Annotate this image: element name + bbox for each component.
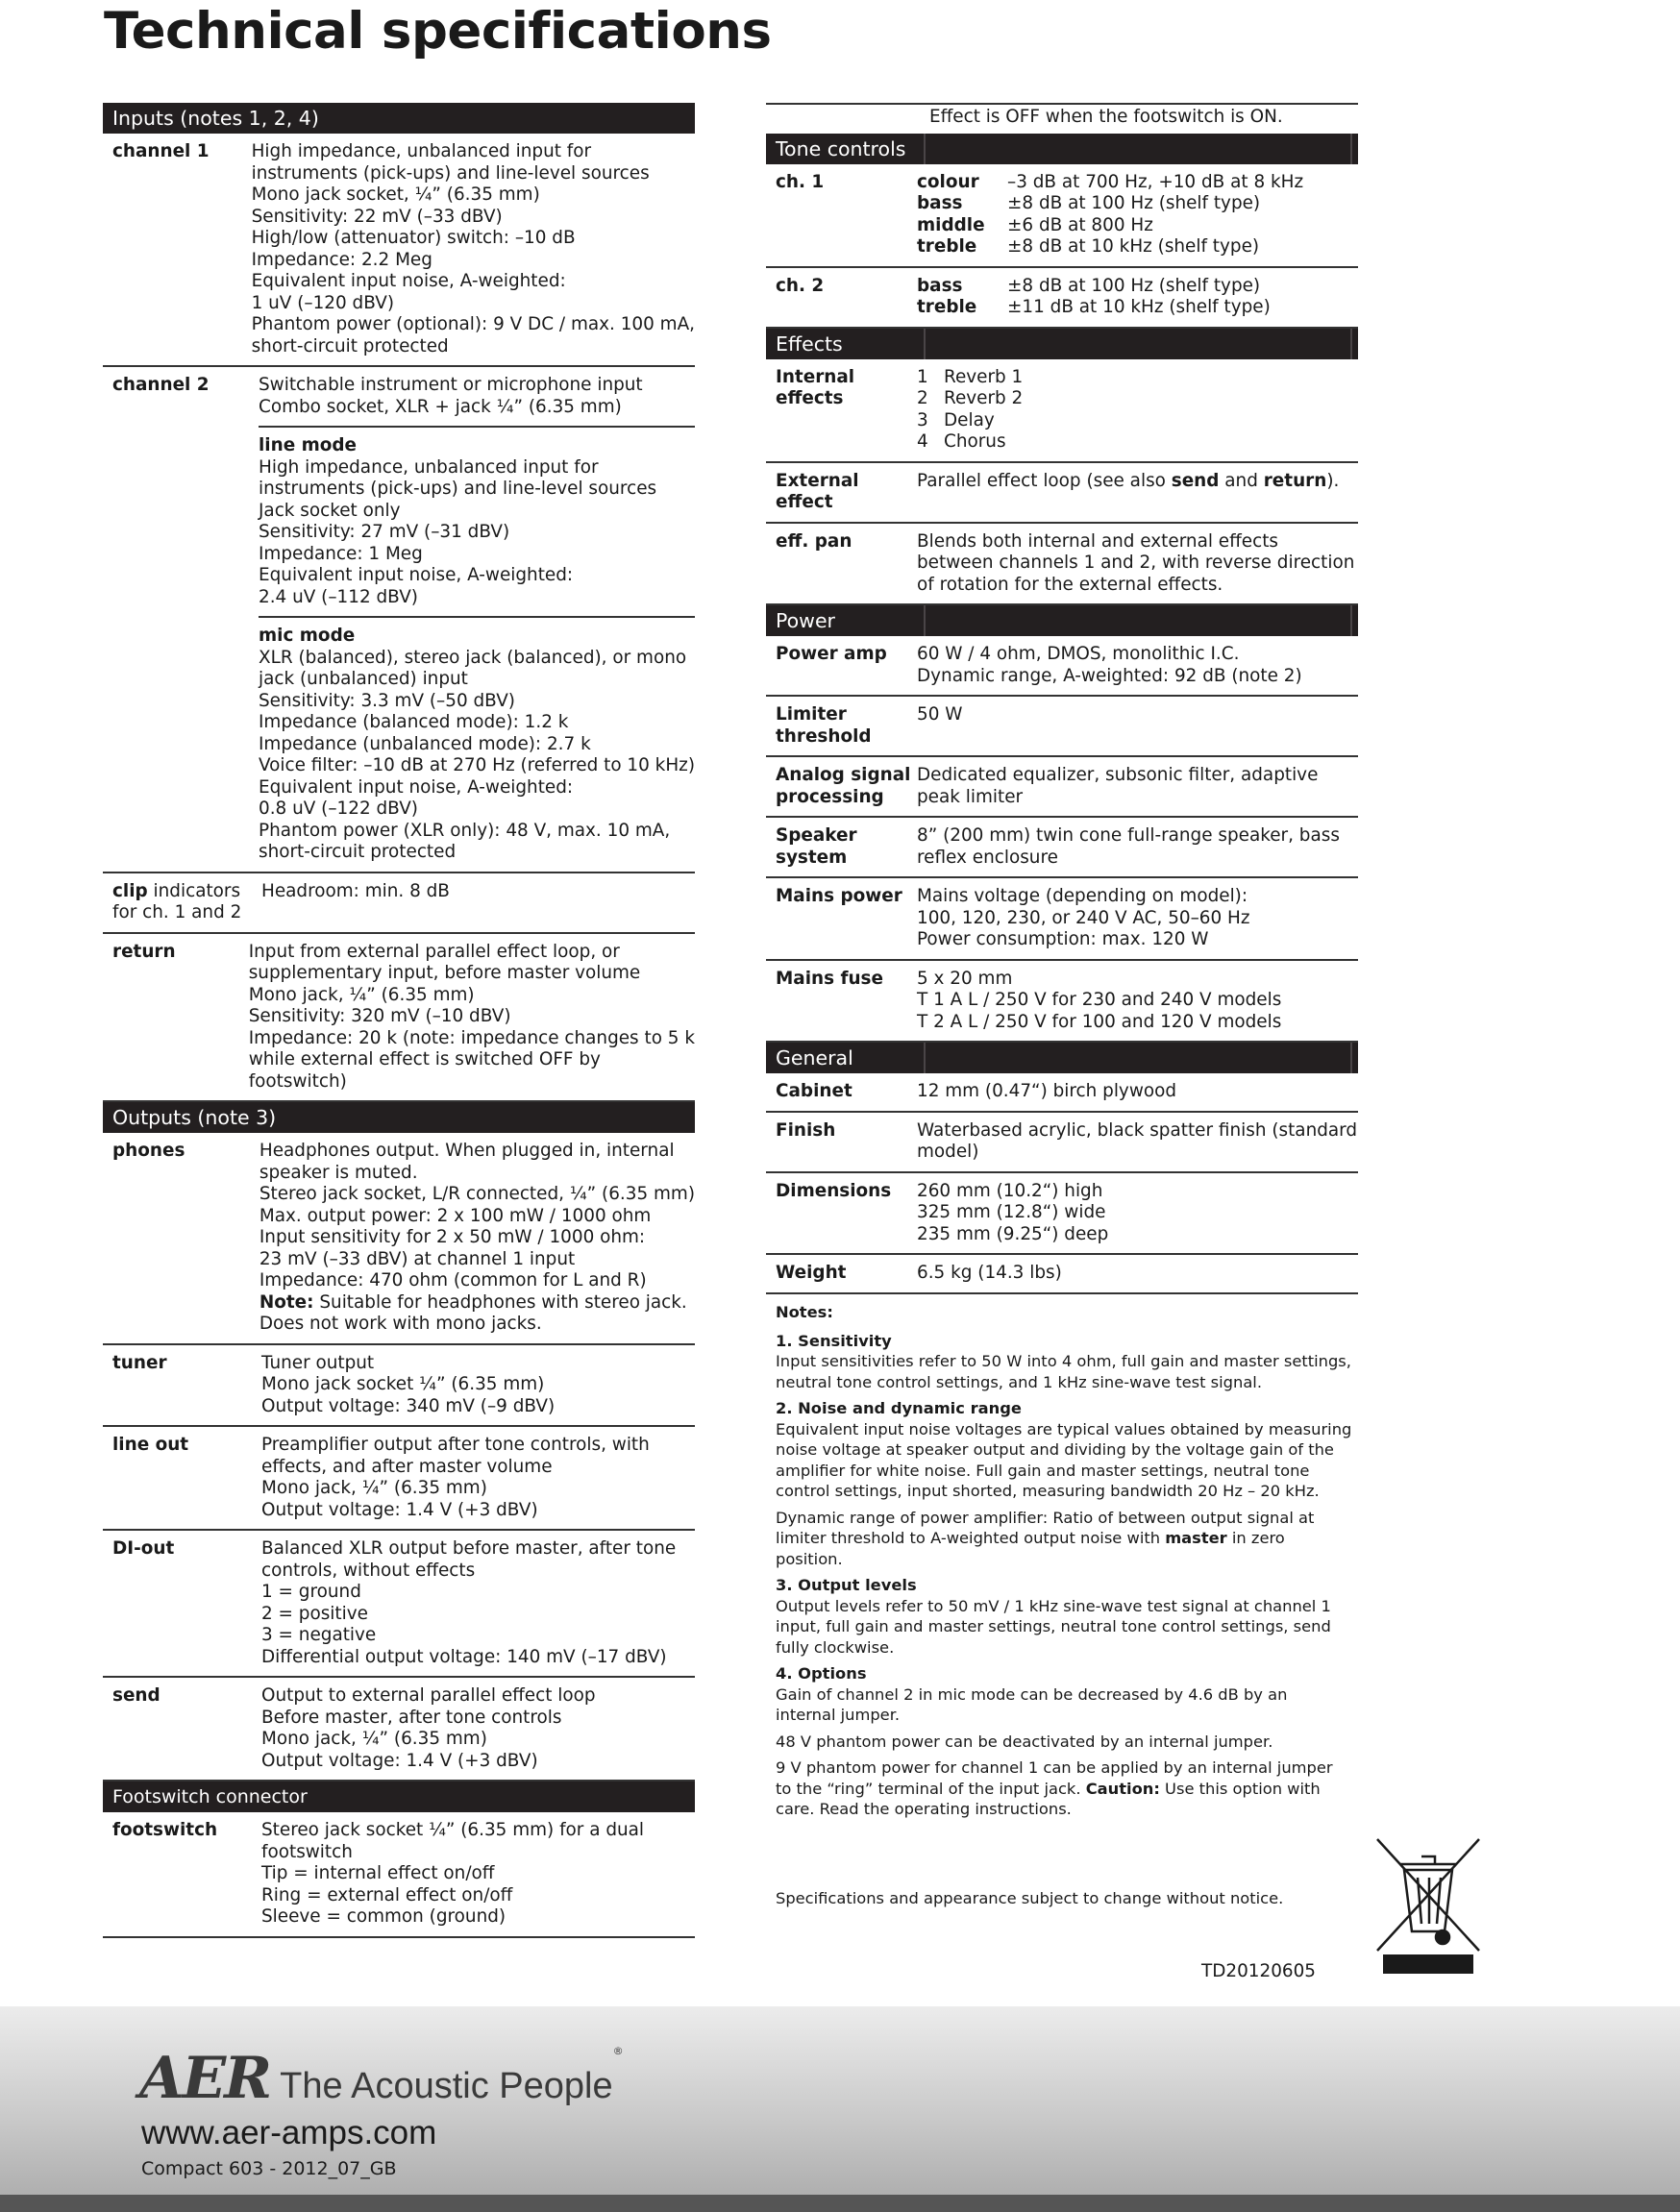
spec-value	[917, 471, 1358, 514]
text-run: Use this option with care. Read the operating instructions.	[776, 1779, 1321, 1818]
spec-row-channel-1	[103, 134, 695, 367]
spec-term: DI-out	[112, 1538, 175, 1559]
spec-line: controls, without effects	[261, 1560, 476, 1581]
spec-line: Differential output voltage: 140 mV (–17 dBV)	[261, 1646, 667, 1667]
spec-term: eff. pan	[776, 530, 852, 552]
spec-value	[259, 1141, 695, 1336]
spec-line: Dynamic range, A-weighted: 92 dB (note 2)	[917, 665, 1302, 686]
spec-line: Headphones output. When plugged in, internal	[259, 1141, 675, 1161]
spec-line: Sleeve = common (ground)	[261, 1906, 506, 1927]
spec-value	[917, 276, 1358, 319]
notes-section	[776, 1302, 1352, 1826]
spec-line: Sensitivity: 3.3 mV (–50 dBV)	[259, 690, 515, 711]
text-run: Dynamic range of power amplifier: Ratio of between output signal at limiter threshold to A-weighted output noise with	[776, 1508, 1315, 1547]
footswitch-continuation: Effect is OFF when the footswitch is ON.	[766, 103, 1358, 134]
effect-item	[917, 431, 1358, 454]
text-run-bold: send	[1171, 470, 1220, 491]
note-heading: 1. Sensitivity	[776, 1331, 892, 1350]
spec-line: Balanced XLR output before master, after tone	[261, 1538, 677, 1559]
spec-row-phones	[103, 1133, 695, 1345]
disclaimer: Specifications and appearance subject to change without notice.	[776, 1889, 1284, 1907]
spec-line: between channels 1 and 2, with reverse direction	[917, 553, 1355, 573]
spec-line: 60 W / 4 ohm, DMOS, monolithic I.C.	[917, 644, 1240, 664]
text-run: ).	[1326, 470, 1340, 491]
footswitch-connector-header: Footswitch connector	[103, 1782, 695, 1812]
spec-line: speaker is muted.	[259, 1162, 418, 1183]
spec-line: Sensitivity: 320 mV (–10 dBV)	[248, 1006, 511, 1026]
spec-row-analog-signal-processing	[766, 757, 1358, 818]
spec-line: Mains voltage (depending on model):	[917, 886, 1248, 906]
right-column	[766, 103, 1358, 1294]
spec-line: T 2 A L / 250 V for 100 and 120 V models	[917, 1011, 1282, 1032]
spec-value	[917, 1120, 1358, 1164]
spec-value	[252, 141, 695, 357]
spec-value	[259, 375, 695, 864]
spec-line: 2.4 uV (–112 dBV)	[259, 586, 418, 607]
spec-line: 23 mV (–33 dBV) at channel 1 input	[259, 1248, 576, 1269]
spec-line: High impedance, unbalanced input for	[251, 141, 592, 161]
control-name: middle	[917, 214, 985, 235]
effect-label: Reverb 2	[944, 388, 1024, 408]
spec-line: Sensitivity: 22 mV (–33 dBV)	[251, 206, 503, 227]
spec-row-weight	[766, 1255, 1358, 1294]
text-run-bold: master	[1165, 1529, 1227, 1547]
website-link[interactable]: www.aer-amps.com	[141, 2114, 437, 2151]
spec-line: instruments (pick-ups) and line-level sources	[251, 162, 650, 184]
spec-line: peak limiter	[917, 786, 1024, 807]
spec-row-cabinet	[766, 1073, 1358, 1113]
spec-line: Impedance: 1 Meg	[259, 543, 423, 564]
effect-item	[917, 367, 1358, 389]
spec-value	[917, 825, 1358, 869]
spec-value	[261, 1538, 695, 1668]
spec-line: supplementary input, before master volume	[248, 963, 641, 983]
spec-row-speaker-system	[766, 818, 1358, 878]
note-text	[776, 1508, 1352, 1570]
spec-line: Phantom power (optional): 9 V DC / max. 100 mA,	[251, 314, 695, 334]
spec-line: 8” (200 mm) twin cone full-range speaker, bass	[917, 825, 1340, 846]
effect-number: 1	[917, 366, 928, 387]
spec-line: Impedance (unbalanced mode): 2.7 k	[259, 733, 591, 754]
effect-label: Delay	[944, 409, 995, 430]
spec-line: Switchable instrument or microphone input	[259, 375, 643, 395]
spec-term: tuner	[112, 1352, 167, 1373]
spec-line: Tuner output	[261, 1352, 375, 1373]
spec-row-send	[103, 1678, 695, 1782]
spec-value	[917, 886, 1358, 951]
spec-value	[917, 765, 1358, 808]
note-heading: 2. Noise and dynamic range	[776, 1399, 1022, 1417]
control-name: bass	[917, 275, 963, 296]
model-code: Compact 603 - 2012_07_GB	[141, 2158, 397, 2179]
spec-line: Preamplifier output after tone controls, with	[261, 1435, 650, 1455]
spec-row-tone-ch1	[766, 164, 1358, 268]
spec-term: Power amp	[776, 644, 887, 664]
spec-line: Mono jack socket ¼” (6.35 mm)	[261, 1374, 545, 1394]
spec-line: instruments (pick-ups) and line-level sources	[259, 479, 657, 499]
spec-value	[261, 1820, 695, 1929]
registered-mark: ®	[612, 2045, 624, 2057]
effect-number: 3	[917, 409, 928, 430]
spec-value	[249, 942, 695, 1094]
text-run: 9 V phantom power for channel 1 can be applied by an internal jumper to the “ring” terminal of the input jack.	[776, 1758, 1333, 1798]
term-line: threshold	[776, 725, 872, 747]
control-value: ±6 dB at 800 Hz	[1007, 214, 1153, 235]
spec-term: line out	[112, 1435, 189, 1455]
spec-term: External effect	[776, 470, 859, 512]
spec-line: Mono jack socket, ¼” (6.35 mm)	[251, 184, 540, 205]
term-line: Limiter	[776, 704, 847, 725]
spec-line: Dedicated equalizer, subsonic filter, adaptive	[917, 765, 1319, 785]
spec-line: Blends both internal and external effects	[917, 530, 1279, 552]
spec-line: High/low (attenuator) switch: –10 dB	[251, 228, 576, 248]
note-heading: 4. Options	[776, 1664, 867, 1683]
spec-term: channel 1	[112, 141, 210, 161]
effect-item	[917, 410, 1358, 432]
spec-line: Input sensitivity for 2 x 50 mW / 1000 ohm:	[259, 1227, 646, 1247]
spec-row-mains-fuse	[766, 961, 1358, 1044]
spec-value	[917, 1181, 1358, 1246]
spec-line: Impedance: 470 ohm (common for L and R)	[259, 1270, 647, 1290]
tone-control-item	[917, 193, 1358, 215]
spec-value	[917, 172, 1358, 258]
tone-control-item	[917, 215, 1358, 237]
spec-line: Output voltage: 1.4 V (+3 dBV)	[261, 1750, 538, 1771]
note-text: Equivalent input noise voltages are typical values obtained by measuring noise voltage at speaker output and dividing by the voltage gain of the amplifier for white noise. Full gain and master settings, neutral tone control settings, input shorted, measuring bandwidth 20 Hz – 20 kHz.	[776, 1419, 1352, 1500]
spec-value	[261, 1685, 695, 1772]
spec-row-line-out	[103, 1427, 695, 1531]
spec-line: Equivalent input noise, A-weighted:	[251, 271, 566, 291]
spec-row-limiter-threshold	[766, 697, 1358, 757]
spec-line: model)	[917, 1142, 979, 1162]
spec-term: Internal effects	[776, 366, 855, 408]
note-text: 48 V phantom power can be deactivated by an internal jumper.	[776, 1732, 1273, 1751]
spec-line: effects, and after master volume	[261, 1456, 553, 1477]
subsection-title: line mode	[259, 435, 358, 455]
brand-tagline: The Acoustic People	[280, 2066, 613, 2106]
spec-term	[766, 704, 917, 748]
spec-line: 260 mm (10.2“) high	[917, 1180, 1103, 1201]
spec-row-footswitch	[103, 1812, 695, 1938]
spec-line: Phantom power (XLR only): 48 V, max. 10 mA,	[259, 820, 671, 841]
spec-value	[917, 1081, 1358, 1103]
spec-line: Does not work with mono jacks.	[259, 1314, 542, 1334]
effects-header	[766, 329, 1358, 359]
tone-control-item	[917, 172, 1358, 194]
spec-line: short-circuit protected	[259, 842, 457, 862]
note-text: Gain of channel 2 in mic mode can be decreased by 4.6 dB by an internal jumper.	[776, 1684, 1288, 1724]
spec-line: Before master, after tone controls	[261, 1707, 562, 1728]
spec-line: Input from external parallel effect loop, or	[248, 941, 620, 962]
spec-value	[917, 644, 1358, 687]
term-rest: for ch. 1 and 2	[112, 902, 242, 922]
spec-term: return	[112, 941, 176, 962]
spec-line: Impedance (balanced mode): 1.2 k	[259, 712, 569, 732]
subsection-title: mic mode	[259, 626, 356, 646]
footer-bar	[0, 2195, 1680, 2212]
spec-term: Cabinet	[776, 1081, 852, 1101]
spec-line: Equivalent input noise, A-weighted:	[259, 565, 574, 585]
note-text	[776, 1757, 1352, 1820]
spec-line: Output voltage: 1.4 V (+3 dBV)	[261, 1499, 538, 1520]
spec-line: 5 x 20 mm	[917, 968, 1013, 989]
channel-2-line-mode	[259, 426, 695, 608]
spec-row-finish	[766, 1113, 1358, 1173]
spec-term: Finish	[776, 1119, 836, 1141]
spec-line: Combo socket, XLR + jack ¼” (6.35 mm)	[259, 396, 622, 417]
note-text: Suitable for headphones with stereo jack.	[313, 1291, 687, 1313]
note-heading: 3. Output levels	[776, 1576, 917, 1594]
spec-row-eff-pan	[766, 524, 1358, 606]
spec-term: Weight	[776, 1263, 847, 1283]
spec-line: 6.5 kg (14.3 lbs)	[917, 1263, 1062, 1283]
brand-logo	[139, 2045, 624, 2112]
spec-line: XLR (balanced), stereo jack (balanced), or mono	[259, 647, 687, 668]
spec-row-internal-effects	[766, 359, 1358, 463]
spec-term: ch. 2	[776, 275, 825, 296]
spec-line: 1 uV (–120 dBV)	[251, 292, 395, 313]
spec-line: Stereo jack socket ¼” (6.35 mm) for a dual	[261, 1820, 645, 1840]
phones-note	[259, 1292, 695, 1315]
spec-value	[261, 881, 695, 924]
spec-row-dimensions	[766, 1173, 1358, 1256]
spec-line: 50 W	[917, 704, 963, 725]
effect-number: 4	[917, 431, 928, 452]
spec-row-mains-power	[766, 878, 1358, 961]
tone-control-item	[917, 297, 1358, 319]
spec-term: Mains fuse	[776, 968, 883, 989]
spec-value	[917, 969, 1358, 1034]
crossed-out-wheelie-bin-icon	[1371, 1831, 1485, 1976]
spec-line: Output voltage: 340 mV (–9 dBV)	[261, 1395, 556, 1416]
spec-value	[917, 367, 1358, 454]
spec-line: of rotation for the external effects.	[917, 574, 1223, 595]
text-run-bold: Caution:	[1085, 1779, 1160, 1798]
spec-line: footswitch)	[248, 1070, 347, 1092]
spec-value	[917, 1263, 1358, 1285]
spec-row-power-amp	[766, 636, 1358, 697]
spec-line: 235 mm (9.25“) deep	[917, 1223, 1109, 1244]
spec-line: Equivalent input noise, A-weighted:	[259, 776, 574, 798]
control-name: treble	[917, 236, 977, 257]
spec-term	[766, 765, 917, 808]
spec-term: Speaker system	[776, 825, 857, 868]
section-title: Tone controls	[766, 134, 926, 164]
spec-row-di-out	[103, 1531, 695, 1678]
spec-term: Mains power	[776, 886, 902, 906]
spec-term: send	[112, 1685, 161, 1706]
channel-2-general	[259, 375, 695, 418]
spec-line: 2 = positive	[261, 1603, 368, 1624]
spec-line: Mono jack, ¼” (6.35 mm)	[261, 1478, 487, 1498]
spec-line: Output to external parallel effect loop	[261, 1685, 596, 1706]
aer-logo: AER	[139, 2045, 271, 2112]
text-run: in zero position.	[776, 1529, 1285, 1568]
note-label: Note:	[259, 1291, 314, 1313]
note-text: Output levels refer to 50 mV / 1 kHz sine-wave test signal at channel 1 input, full gain and master settings, neutral tone control settings, send fully clockwise.	[776, 1596, 1331, 1657]
spec-term: channel 2	[112, 375, 210, 395]
spec-line: while external effect is switched OFF by	[248, 1049, 601, 1069]
spec-value	[917, 531, 1358, 597]
spec-row-return	[103, 934, 695, 1103]
spec-line	[917, 471, 1358, 493]
effect-item	[917, 388, 1358, 410]
left-column	[103, 103, 695, 1938]
document-code: TD20120605	[1201, 1961, 1317, 1981]
term-bold: clip	[112, 880, 148, 901]
spec-line: 12 mm (0.47“) birch plywood	[917, 1081, 1177, 1101]
spec-line: 1 = ground	[261, 1582, 361, 1602]
spec-line: Tip = internal effect on/off	[261, 1863, 495, 1883]
section-title: General	[766, 1043, 926, 1073]
power-header	[766, 605, 1358, 636]
control-name: colour	[917, 171, 979, 192]
spec-line: High impedance, unbalanced input for	[259, 456, 599, 478]
spec-line: Impedance: 20 k (note: impedance changes to 5 k	[248, 1027, 695, 1048]
spec-line: Voice filter: –10 dB at 270 Hz (referred to 10 kHz)	[259, 755, 695, 775]
tone-control-item	[917, 236, 1358, 258]
spec-line: 100, 120, 230, or 240 V AC, 50–60 Hz	[917, 907, 1250, 928]
spec-line: Stereo jack socket, L/R connected, ¼” (6.35 mm)	[259, 1184, 695, 1204]
notes-title: Notes:	[776, 1303, 833, 1321]
control-name: treble	[917, 297, 977, 317]
spec-value	[917, 704, 1358, 748]
section-title: Power	[766, 605, 926, 636]
spec-line: Mono jack, ¼” (6.35 mm)	[248, 984, 475, 1005]
effect-number: 2	[917, 388, 928, 408]
spec-value	[261, 1353, 695, 1418]
tone-control-item	[917, 276, 1358, 298]
general-header	[766, 1043, 1358, 1073]
spec-term	[103, 881, 261, 924]
outputs-header: Outputs (note 3)	[103, 1102, 695, 1133]
effect-label: Reverb 1	[944, 366, 1024, 387]
spec-line: Mono jack, ¼” (6.35 mm)	[261, 1729, 487, 1749]
spec-row-clip-indicators	[103, 873, 695, 934]
spec-line: Sensitivity: 27 mV (–31 dBV)	[259, 522, 510, 542]
spec-value	[261, 1435, 695, 1521]
channel-2-mic-mode	[259, 616, 695, 864]
note-text: Input sensitivities refer to 50 W into 4 ohm, full gain and master settings, neutral tone control settings, and 1 kHz sine-wave test signal.	[776, 1352, 1351, 1391]
spec-line: T 1 A L / 250 V for 230 and 240 V models	[917, 990, 1282, 1010]
text-run-bold: return	[1263, 470, 1327, 491]
control-name: bass	[917, 193, 963, 213]
term-line: processing	[776, 786, 884, 807]
spec-line: Impedance: 2.2 Meg	[251, 249, 432, 270]
control-value: ±8 dB at 10 kHz (shelf type)	[1007, 236, 1260, 257]
control-value: –3 dB at 700 Hz, +10 dB at 8 kHz	[1007, 171, 1304, 192]
spec-line: footswitch	[261, 1841, 353, 1862]
spec-line: jack (unbalanced) input	[259, 669, 468, 689]
spec-line: Ring = external effect on/off	[261, 1884, 513, 1905]
page-title: Technical specifications	[104, 2, 772, 61]
spec-row-external-effect	[766, 463, 1358, 524]
footer	[0, 2006, 1680, 2212]
spec-term: footswitch	[112, 1820, 218, 1840]
spec-row-channel-2	[103, 367, 695, 873]
inputs-header: Inputs (notes 1, 2, 4)	[103, 103, 695, 134]
spec-term: Dimensions	[776, 1180, 892, 1201]
spec-row-tone-ch2	[766, 268, 1358, 329]
spec-line: Headroom: min. 8 dB	[261, 880, 450, 901]
effect-label: Chorus	[944, 431, 1006, 452]
spec-term: phones	[112, 1141, 185, 1161]
spec-row-tuner	[103, 1345, 695, 1428]
spec-line: short-circuit protected	[251, 335, 449, 356]
control-value: ±8 dB at 100 Hz (shelf type)	[1007, 275, 1261, 296]
tone-controls-header	[766, 134, 1358, 164]
text-run: and	[1219, 470, 1264, 491]
control-value: ±11 dB at 10 kHz (shelf type)	[1007, 297, 1271, 317]
spec-line: Power consumption: max. 120 W	[917, 929, 1209, 949]
control-value: ±8 dB at 100 Hz (shelf type)	[1007, 193, 1261, 213]
spec-line: 0.8 uV (–122 dBV)	[259, 799, 418, 819]
section-title: Effects	[766, 329, 926, 359]
spec-line: 325 mm (12.8“) wide	[917, 1202, 1106, 1222]
term-line: Analog signal	[776, 765, 911, 785]
spec-line: Jack socket only	[259, 500, 401, 521]
spec-line: reflex enclosure	[917, 847, 1058, 868]
spec-term: ch. 1	[776, 171, 825, 192]
spec-line: Max. output power: 2 x 100 mW / 1000 ohm	[259, 1205, 652, 1226]
spec-line: 3 = negative	[261, 1625, 377, 1645]
spec-line: Waterbased acrylic, black spatter finish (standard	[917, 1119, 1358, 1141]
term-rest: indicators	[147, 880, 241, 901]
text-run: Parallel effect loop (see also	[917, 470, 1172, 491]
